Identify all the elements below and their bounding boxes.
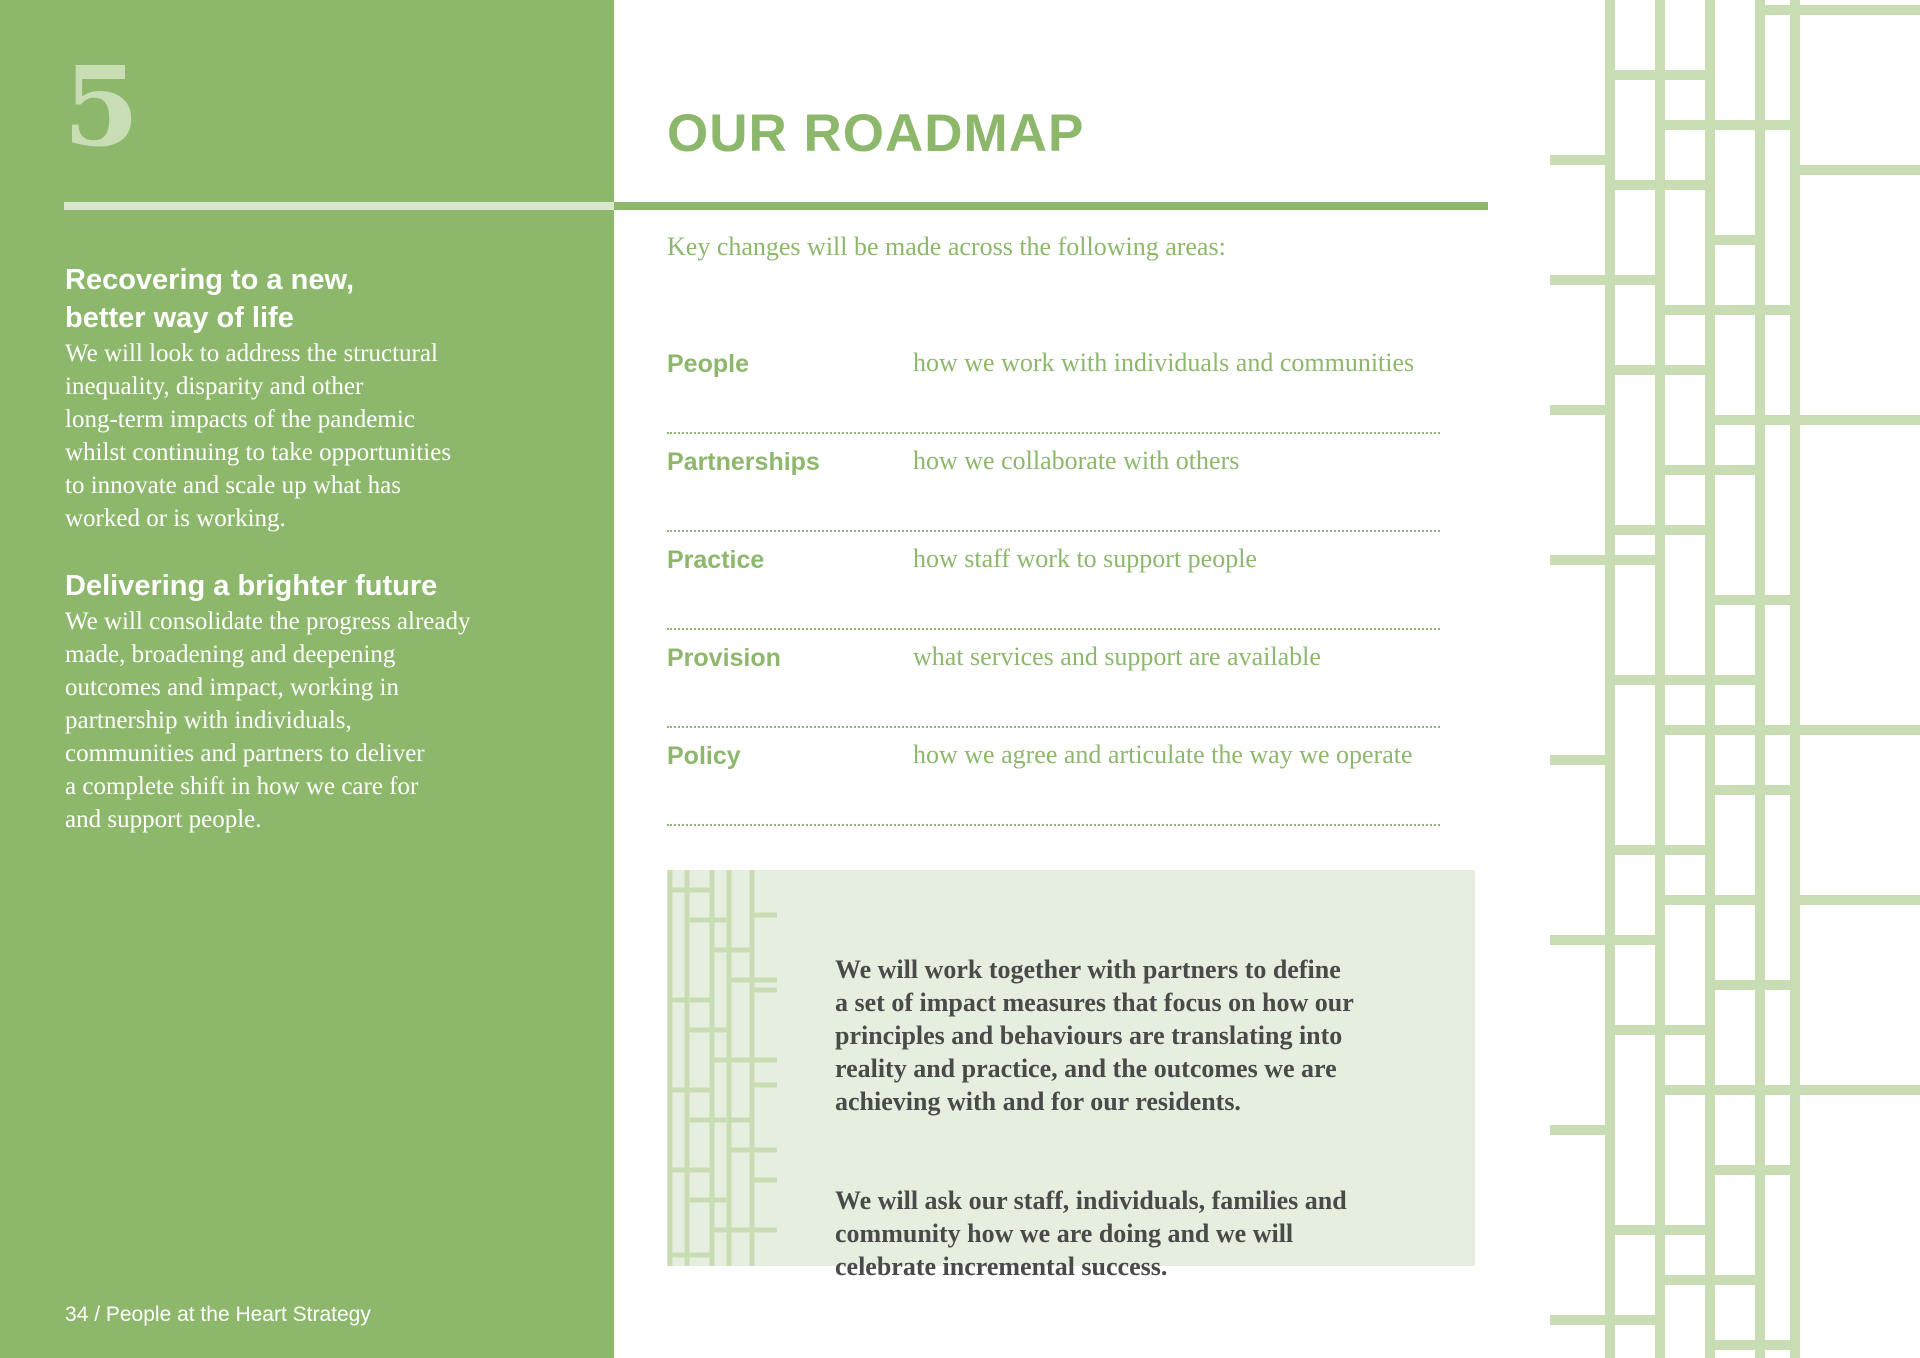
list-item	[667, 336, 1440, 434]
section-heading: Recovering to a new, better way of life	[65, 264, 354, 334]
callout-box	[667, 870, 1475, 1281]
area-description: how we work with individuals and communities	[913, 348, 1415, 377]
section-body: We will consolidate the progress already made, broadening and deepening outcomes and impact, working in partnership with individuals, communities and partners to deliver a complete shift in how we care for and support people.	[65, 608, 471, 833]
page-footer: 34 / People at the Heart Strategy	[65, 1303, 371, 1326]
area-name: Partnerships	[667, 448, 820, 476]
list-item	[667, 532, 1440, 630]
callout-paragraph: We will ask our staff, individuals, families and community how we are doing and we will celebrate incremental success.	[835, 1186, 1347, 1281]
area-description: what services and support are available	[913, 642, 1321, 671]
area-name: People	[667, 350, 749, 378]
section-recovering	[65, 261, 535, 535]
section-delivering	[65, 567, 535, 836]
maze-pattern-decoration	[1550, 0, 1920, 1358]
page-title: OUR ROADMAP	[667, 104, 1085, 163]
section-heading: Delivering a brighter future	[65, 570, 438, 602]
callout-paragraph: We will work together with partners to define a set of impact measures that focus on how our principles and behaviours are translating into reality and practice, and the outcomes we are achieving with and for our residents.	[835, 955, 1354, 1116]
area-description: how we agree and articulate the way we operate	[913, 740, 1413, 769]
area-description: how staff work to support people	[913, 544, 1257, 573]
section-body: We will look to address the structural inequality, disparity and other long-term impacts of the pandemic whilst continuing to take opportunities to innovate and scale up what has worked or is working.	[65, 340, 452, 532]
list-item	[667, 728, 1440, 826]
title-divider	[614, 202, 1488, 210]
areas-list	[667, 336, 1440, 826]
maze-pattern-decoration	[667, 870, 777, 1266]
left-panel	[0, 0, 614, 1358]
area-description: how we collaborate with others	[913, 446, 1240, 475]
left-divider	[64, 202, 614, 210]
area-name: Policy	[667, 742, 741, 770]
list-item	[667, 630, 1440, 728]
intro-text: Key changes will be made across the following areas:	[667, 232, 1226, 261]
area-name: Practice	[667, 546, 765, 574]
chapter-number: 5	[63, 42, 140, 171]
area-name: Provision	[667, 644, 781, 672]
list-item	[667, 434, 1440, 532]
callout-text	[835, 920, 1415, 1349]
